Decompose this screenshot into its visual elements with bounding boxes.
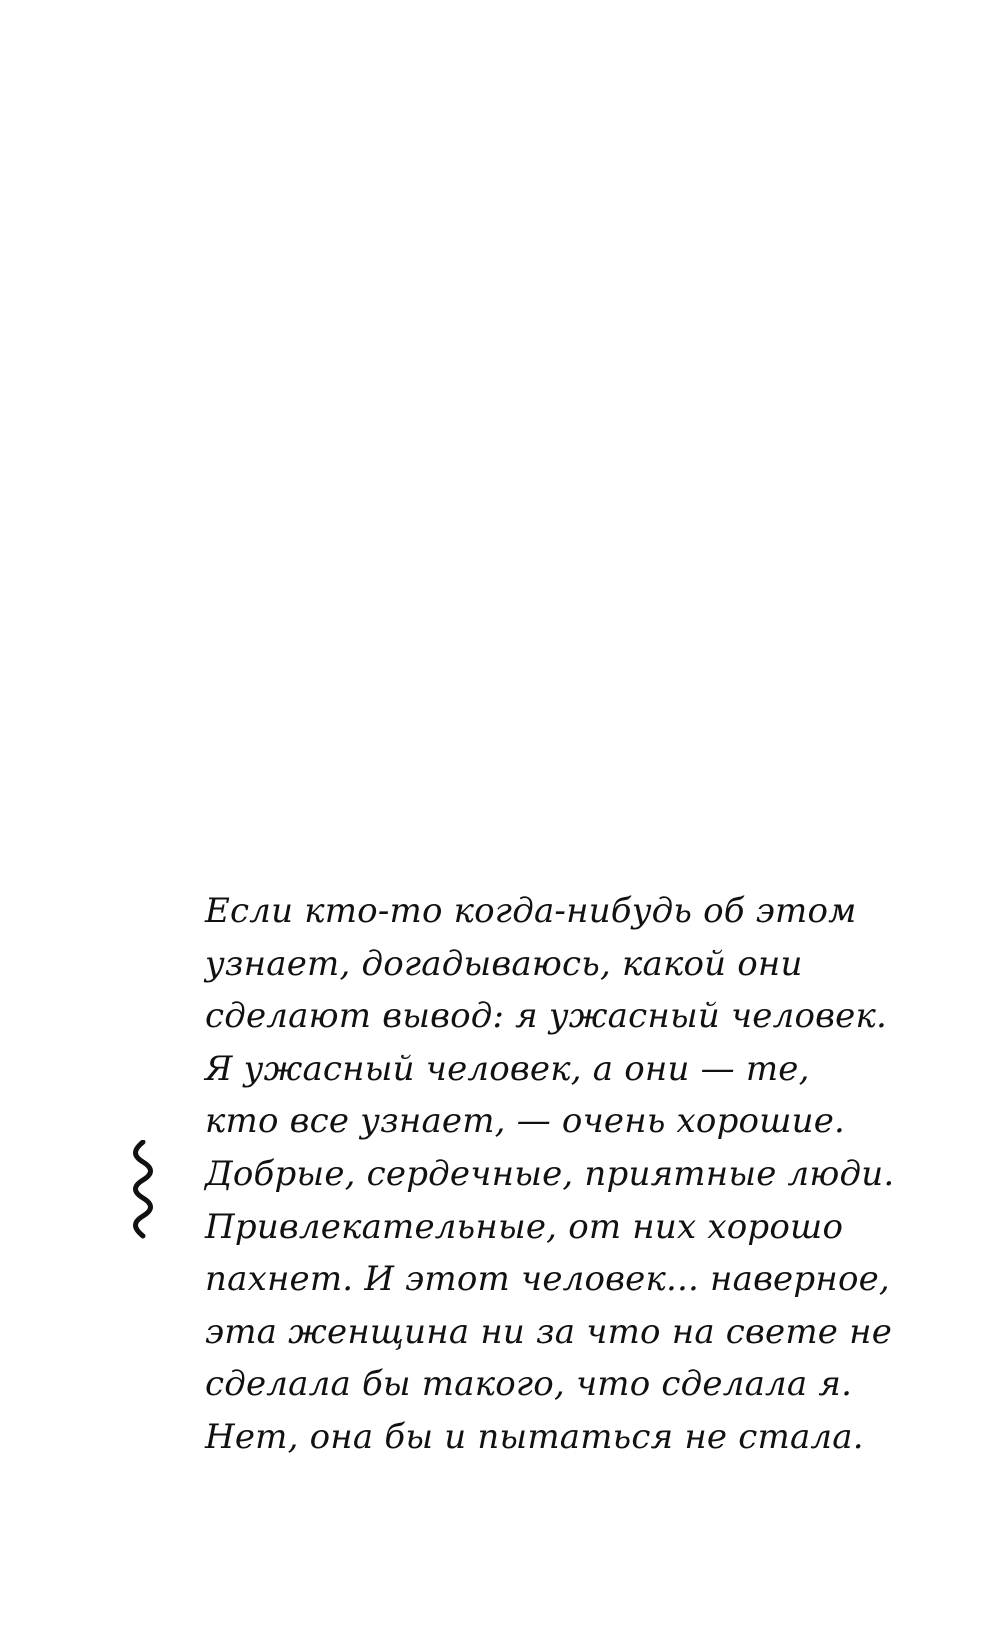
wavy-line-ornament-icon (125, 1140, 159, 1240)
epigraph-line: сделают вывод: я ужасный человек. (205, 996, 887, 1037)
epigraph-line: сделала бы такого, что сделала я. (205, 1364, 853, 1405)
epigraph-line: пахнет. И этот человек... наверное, (205, 1259, 890, 1300)
epigraph-line: Я ужасный человек, а они — те, (205, 1048, 810, 1089)
epigraph-line: Добрые, сердечные, приятные люди. (205, 1153, 895, 1194)
epigraph-line: Если кто-то когда-нибудь об этом (205, 891, 857, 931)
epigraph-line: узнает, догадываюсь, какой они (205, 943, 803, 984)
epigraph-line: кто все узнает, — очень хорошие. (205, 1101, 846, 1142)
epigraph-line: Привлекательные, от них хорошо (205, 1206, 844, 1247)
epigraph-line: эта женщина ни за что на свете не (205, 1311, 893, 1352)
epigraph-line: Нет, она бы и пытаться не стала. (205, 1416, 864, 1457)
epigraph-text (205, 885, 905, 1464)
